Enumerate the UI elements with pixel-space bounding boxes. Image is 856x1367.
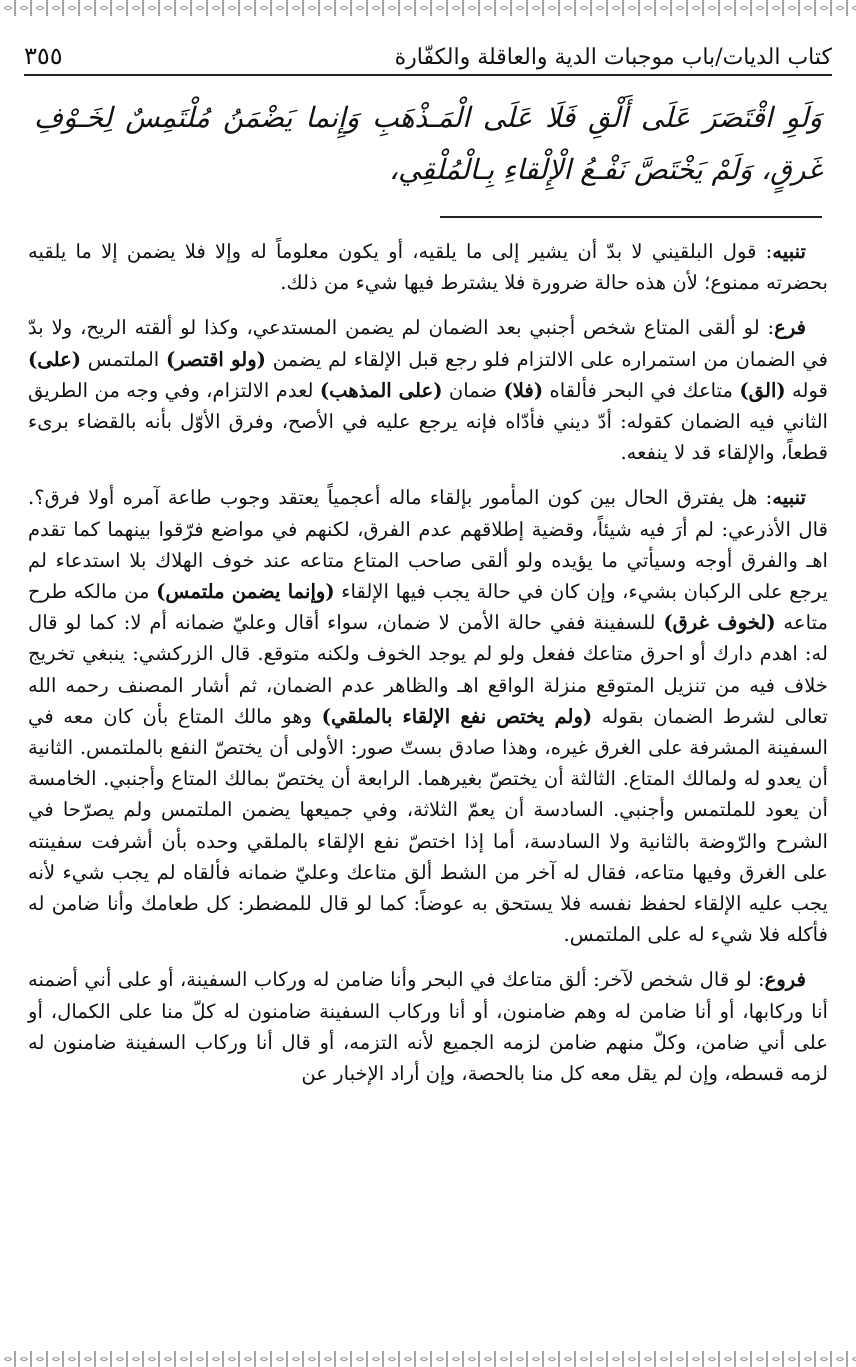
matn-quote: (الق) — [739, 378, 786, 402]
bottom-ornamental-border — [0, 1351, 856, 1367]
top-ornamental-border — [0, 0, 856, 16]
matn-quote: (على) — [28, 347, 82, 371]
paragraph-text: : قول البلقيني لا بدّ أن يشير إلى ما يلقيه، أو يكون معلوماً له وإلا فلا يضمن إلا ما يلقيه بحضرته ممنوع؛ لأن هذه حالة ضرورة فلا يشترط فيها شيء من ذلك. — [28, 240, 828, 295]
matn-commentary-divider — [440, 216, 822, 218]
matn-quote: (فلا) — [503, 378, 544, 402]
paragraph-text: قوله — [785, 378, 828, 402]
running-title: كتاب الديات/باب موجبات الدية والعاقلة والكفّارة — [394, 45, 832, 70]
matn-quote: (لخوف غرق) — [663, 611, 776, 635]
commentary-paragraph-tanbih-1 — [28, 236, 828, 298]
commentary-paragraph-far — [28, 312, 828, 468]
paragraph-text: : لو قال شخص لآخر: ألق متاعك في البحر وأنا ضامن له وركاب السفينة، أو على أني أضمنه أنا وركابها، أو أنا ضامن له وهم ضامنون، أو أنا وركاب السفينة ضامنون له كلّ منا على الكمال، أو على أني ضامن، وكلّ منهم ضامن لزمه الجميع لأنه التزمه، أو قال أنا وركاب السفينة ضامنون له لزمه قسطه، وإن لم يقل معه كل منا بالحصة، وإن أراد الإخبار عن — [28, 968, 828, 1086]
matn-quote: (ولو اقتصر) — [166, 347, 266, 371]
paragraph-text: للسفينة ففي حالة الأمن لا ضمان، سواء أقال وعليّ ضمانه أم لا: كما لو قال له: اهدم دارك أو احرق متاعك ففعل ولو لم يوجد الخوف ولكنه متوقع. قال الزركشي: ينبغي تخريج خلاف فيه من تنزيل المتوقع منزلة الواقع اهـ والظاهر عدم الضمان، ثم أشار المصنف رحمه الله تعالى لشرط الضمان بقوله — [28, 611, 829, 728]
running-header — [24, 36, 832, 76]
paragraph-text: الملتمس — [81, 347, 166, 371]
paragraph-label: تنبيه — [772, 240, 806, 263]
matn-quote: (ولم يختص نفع الإلقاء بالملقي) — [321, 704, 593, 728]
paragraph-text: : لو ألقى المتاع شخص أجنبي بعد الضمان لم يضمن المستدعي، وكذا لو ألقته الريح، ولا بدّ في الضمان من استمراره على الالتزام فلو رجع قبل الإلقاء لم يضمن — [28, 316, 829, 371]
matn-text: وَلَوِ اقْتَصَرَ عَلَى أَلْقِ فَلَا عَلَى الْمَـذْهَبِ وَإِنما يَضْمَنُ مُلْتَمِسٌ لِخَـوْفِ غَرقٍ، وَلَمْ يَخْتَصَّ نَفْـعُ الْإِلْقاءِ بِـالْمُلْقِي، — [34, 101, 822, 186]
paragraph-label: فروع — [764, 968, 806, 992]
paragraph-label: تنبيه — [772, 486, 806, 510]
paragraph-label: فرع — [774, 316, 806, 340]
commentary — [28, 236, 828, 1103]
commentary-paragraph-tanbih-2 — [28, 482, 828, 950]
paragraph-text: لعدم الالتزام، وفي وجه من الطريق الثاني فيه الضمان كقوله: أدّ ديني فأدّاه فإنه يرجع عليه في الأصح، وفرق الأوّل بأنه بالقضاء برىء قطعاً، والإلقاء قد لا ينفعه. — [28, 378, 828, 465]
page-number: ٣٥٥ — [24, 42, 63, 70]
paragraph-text: ضمان — [442, 378, 504, 402]
matn-quote: (وإنما يضمن ملتمس) — [156, 580, 335, 604]
commentary-paragraph-furu — [28, 964, 828, 1089]
paragraph-text: وهو مالك المتاع بأن كان معه في السفينة المشرفة على الغرق غيره، وهذا صادق بستّ صور: الأولى أن يختصّ النفع بالملتمس. الثانية أن يعدو له ولمالك المتاع. الثالثة أن يختصّ بغيرهما. الرابعة أن يختصّ بمالك المتاع وأجنبي. الخامسة أن يعود للملتمس وأجنبي. السادسة أن يعمّ الثلاثة، وفي جميعها يضمن الملتمس ولم يصرّحا في الشرح والرّوضة بالثانية ولا السادسة، أما إذا اختصّ نفع الإلقاء بالملقي وحده بأن أشرفت سفينته على الغرق وفيها متاعه، فقال له آخر من الشط ألق متاعك وعليّ ضمانه فألقاه لم يجب شيء لأنه يجب عليه الإلقاء لحفظ نفسه فلا يستحق به عوضاً: كما لو قال للمضطر: كل طعامك وأنا ضامن له فأكله فلا شيء له على الملتمس. — [28, 704, 828, 947]
paragraph-text: متاعك في البحر فألقاه — [543, 378, 740, 402]
matn-quote: (على المذهب) — [319, 378, 443, 402]
paragraph-text: : هل يفترق الحال بين كون المأمور بإلقاء ماله أعجمياً يعتقد وجوب طاعة آمره أولا فرق؟. قال الأذرعي: لم أرَ فيه شيئاً، وقضية إطلاقهم عدم الفرق، لكنهم في مواضع فرّقوا بينهما كما تقدم اهـ والفرق أوجه وسيأتي ما يؤيده ولو ألقى صاحب المتاع متاعه عند خوف الهلاك بلا استدعاء لم يرجع على الركبان بشيء، وإن كان في حالة يجب فيها الإلقاء — [28, 486, 828, 604]
paragraph-text: من مالكه طرح متاعه — [28, 580, 828, 635]
